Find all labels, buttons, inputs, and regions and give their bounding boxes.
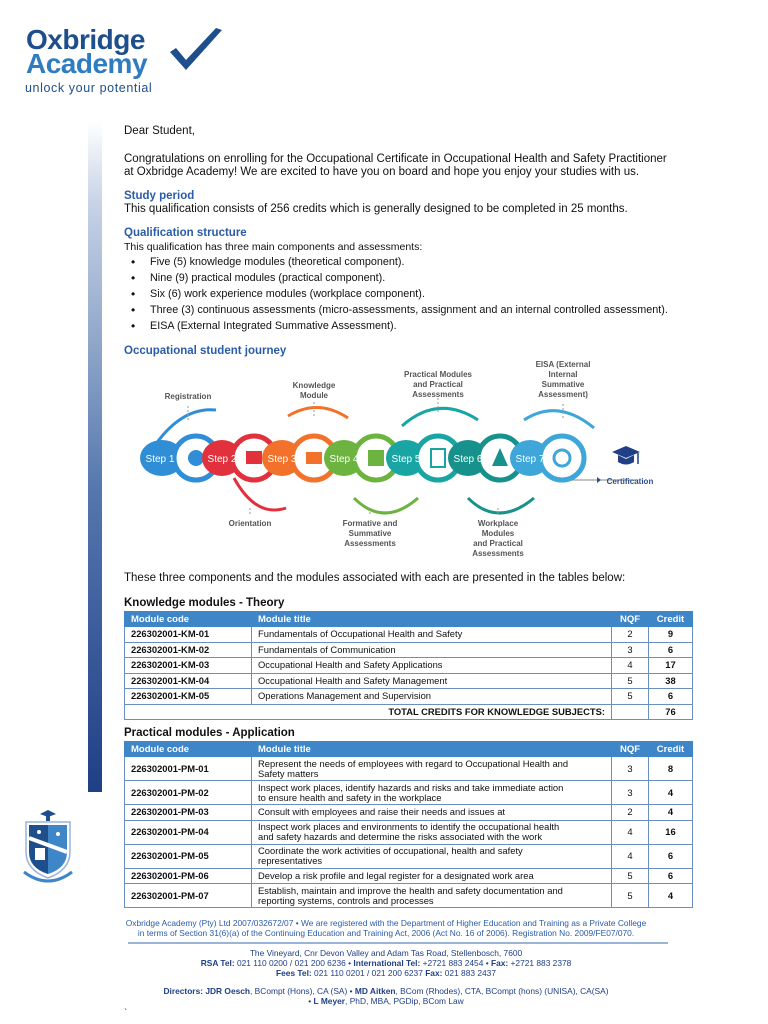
module-title-line: Inspect work places and environments to identify the occupational health <box>258 821 560 832</box>
label-workplace-line1: Workplace <box>477 519 519 528</box>
module-credit: 6 <box>649 868 693 884</box>
module-code: 226302001-PM-01 <box>125 757 252 781</box>
module-title-line: Inspect work places, identify hazards and risks and take immediate action <box>258 781 564 793</box>
knowledge-table-title: Knowledge modules - Theory <box>124 597 285 609</box>
module-code: 226302001-PM-06 <box>125 868 252 884</box>
label-formative-line3: Assessments <box>344 539 396 548</box>
module-nqf: 4 <box>612 658 649 674</box>
module-code: 226302001-KM-05 <box>125 689 252 705</box>
module-nqf: 5 <box>612 673 649 689</box>
list-item: • Nine (9) practical modules (practical component). <box>130 270 724 286</box>
label-practical-line1: Practical Modules <box>403 370 473 379</box>
knowledge-modules-table <box>124 611 693 720</box>
greeting: Dear Student, <box>124 125 195 137</box>
study-period-heading: Study period <box>124 190 195 202</box>
director-name: JDR Oesch <box>205 986 251 996</box>
label-practical-line2: and Practical <box>413 380 463 389</box>
list-item: • Three (3) continuous assessments (micro-assessments, assignment and an internal controlled assessment). <box>130 302 724 318</box>
module-credit: 17 <box>649 658 693 674</box>
module-code: 226302001-PM-07 <box>125 884 252 908</box>
director-quals: , BCom (Rhodes), CTA, BCompt (hons) (UNISA), CA(SA) <box>395 986 609 996</box>
module-nqf: 2 <box>612 627 649 643</box>
list-item: • EISA (External Integrated Summative Assessment). <box>130 318 724 334</box>
module-title-line: Coordinate the work activities of occupational, health and safety <box>258 845 523 856</box>
module-credit: 4 <box>649 805 693 821</box>
logo-word-academy: Academy <box>26 48 148 79</box>
module-credit: 38 <box>649 673 693 689</box>
module-title <box>252 757 612 781</box>
module-code: 226302001-KM-02 <box>125 642 252 658</box>
total-row <box>125 704 693 720</box>
table-header-row <box>125 742 693 757</box>
module-code: 226302001-PM-05 <box>125 844 252 868</box>
international-tel-label: International Tel: <box>353 958 421 968</box>
table-row <box>125 627 693 643</box>
step-label: Step 7 <box>515 454 545 465</box>
label-workplace-line2: Modules <box>481 529 515 538</box>
intro-line-2: at Oxbridge Academy! We are excited to have you on board and hope you enjoy your studies with us. <box>124 166 640 178</box>
total-empty-cell <box>612 704 649 720</box>
module-title-line: to ensure health and safety in the workplace <box>258 791 442 803</box>
directors-line-2 <box>104 996 668 1007</box>
graduation-cap-icon <box>612 446 640 465</box>
module-title <box>252 884 612 908</box>
module-code: 226302001-PM-03 <box>125 805 252 821</box>
list-item: • Six (6) work experience modules (workplace component). <box>130 286 724 302</box>
intro-line-1: Congratulations on enrolling for the Occupational Certificate in Occupational Health and Safety Practitioner <box>124 153 667 165</box>
step-label: Step 3 <box>267 454 297 465</box>
table-header-row <box>125 612 693 627</box>
step-label: Step 1 <box>145 454 175 465</box>
decorative-side-bar <box>88 122 102 792</box>
registration-line-2: in terms of Section 31(6)(a) of the Continuing Education and Training Act, 2006 (Act No. 16 of 2006). Registration No. 2009/FE07/070. <box>137 928 635 938</box>
module-nqf: 5 <box>612 689 649 705</box>
module-title: Fundamentals of Communication <box>252 642 612 658</box>
module-title: Consult with employees and raise their needs and issues at <box>252 805 612 821</box>
academy-crest-icon <box>18 808 78 890</box>
international-tel-value: +2721 883 2454 <box>422 958 484 968</box>
label-formative-line2: Summative <box>348 529 392 538</box>
module-nqf: 4 <box>612 820 649 844</box>
header-module-title: Module title <box>252 612 612 627</box>
director-quals: , PhD, MBA, PGDip, BCom Law <box>345 996 464 1006</box>
module-credit: 6 <box>649 689 693 705</box>
director-name: L Meyer <box>313 996 346 1006</box>
step-label: Step 5 <box>391 454 421 465</box>
module-title: Occupational Health and Safety Management <box>252 673 612 689</box>
module-code: 226302001-PM-04 <box>125 820 252 844</box>
module-title <box>252 781 612 805</box>
fees-tel-label: Fees Tel: <box>276 968 312 978</box>
module-nqf: 3 <box>612 642 649 658</box>
module-title-line: Represent the needs of employees with regard to Occupational Health and <box>258 757 569 769</box>
qualification-heading: Qualification structure <box>124 227 247 239</box>
module-title: Occupational Health and Safety Applications <box>252 658 612 674</box>
module-credit: 6 <box>649 642 693 658</box>
label-eisa-line4: Assessment) <box>538 390 588 399</box>
separator-bullet: • <box>348 958 352 968</box>
footer-divider <box>128 942 668 944</box>
table-row <box>125 844 693 868</box>
directors-label: Directors: <box>163 986 204 996</box>
table-row <box>125 805 693 821</box>
separator-bullet: • <box>485 958 489 968</box>
fees-tel-value: 021 110 0201 / 021 200 6237 <box>314 968 423 978</box>
label-formative-line1: Formative and <box>342 519 398 528</box>
step-label: Step 4 <box>329 454 359 465</box>
rsa-tel-value: 021 110 0200 / 021 200 6236 <box>236 958 346 968</box>
directors-line-1 <box>104 986 668 997</box>
fees-line <box>104 968 668 979</box>
step-label: Step 2 <box>207 454 237 465</box>
table-row <box>125 642 693 658</box>
module-code: 226302001-KM-03 <box>125 658 252 674</box>
separator-bullet: • <box>308 996 312 1006</box>
label-eisa-line2: Internal <box>548 370 578 379</box>
module-nqf: 5 <box>612 884 649 908</box>
practical-modules-table <box>124 741 693 908</box>
director-quals: , BCompt (Hons), CA (SA) • <box>250 986 353 996</box>
student-journey-diagram <box>138 358 660 566</box>
label-knowledge-line1: Knowledge <box>292 381 336 390</box>
module-title-line: Establish, maintain and improve the health and safety documentation and <box>258 884 563 896</box>
table-row <box>125 781 693 805</box>
rsa-tel-label: RSA Tel: <box>200 958 235 968</box>
label-registration: Registration <box>164 392 212 401</box>
table-row <box>125 689 693 705</box>
header-module-title: Module title <box>252 742 612 757</box>
phone-line <box>104 958 668 969</box>
logo-word-oxbridge: Oxbridge <box>26 24 145 55</box>
module-nqf: 2 <box>612 805 649 821</box>
module-nqf: 3 <box>612 757 649 781</box>
module-nqf: 3 <box>612 781 649 805</box>
qualification-list <box>130 254 724 334</box>
label-workplace-line4: Assessments <box>472 549 524 558</box>
module-title-line: Safety matters <box>258 767 319 779</box>
header-credit: Credit <box>649 612 693 627</box>
journey-heading: Occupational student journey <box>124 345 287 357</box>
module-title <box>252 844 612 868</box>
step-label: Step 6 <box>453 454 483 465</box>
qualification-intro: This qualification has three main components and assessments: <box>124 241 423 253</box>
label-orientation: Orientation <box>228 519 272 528</box>
header-credit: Credit <box>649 742 693 757</box>
address-line: The Vineyard, Cnr Devon Valley and Adam Tas Road, Stellenbosch, 7600 <box>249 948 523 958</box>
list-item: • Five (5) knowledge modules (theoretical component). <box>130 254 724 270</box>
letter-body <box>124 125 724 358</box>
label-eisa-line3: Summative <box>541 380 585 389</box>
module-title: Develop a risk profile and legal register for a designated work area <box>252 868 612 884</box>
module-code: 226302001-KM-01 <box>125 627 252 643</box>
header-module-code: Module code <box>125 612 252 627</box>
logo-tagline: unlock your potential <box>25 81 153 95</box>
module-nqf: 4 <box>612 844 649 868</box>
table-row <box>125 757 693 781</box>
module-title-line: representatives <box>258 855 323 866</box>
module-title: Operations Management and Supervision <box>252 689 612 705</box>
module-credit: 9 <box>649 627 693 643</box>
label-knowledge-line2: Module <box>300 391 328 400</box>
fax-value: +2721 883 2378 <box>510 958 572 968</box>
label-practical-line3: Assessments <box>412 390 464 399</box>
total-credits-value: 76 <box>649 704 693 720</box>
module-title-line: and safety hazards and determine the risks associated with the work <box>258 831 543 842</box>
label-certification: Certification <box>606 477 654 486</box>
fees-fax-value: 021 883 2437 <box>444 968 496 978</box>
table-row <box>125 673 693 689</box>
director-name: MD Aitken <box>354 986 396 996</box>
header-module-code: Module code <box>125 742 252 757</box>
label-eisa-line1: EISA (External <box>535 360 591 369</box>
module-credit: 16 <box>649 820 693 844</box>
stray-mark: ` <box>124 1008 128 1019</box>
tables-intro: These three components and the modules associated with each are presented in the tables below: <box>124 572 626 584</box>
table-row <box>125 820 693 844</box>
module-title: Fundamentals of Occupational Health and Safety <box>252 627 612 643</box>
fees-fax-label: Fax: <box>425 968 443 978</box>
fax-label: Fax: <box>490 958 509 968</box>
module-nqf: 5 <box>612 868 649 884</box>
registration-line-1: Oxbridge Academy (Pty) Ltd 2007/032672/07 • We are registered with the Department of Higher Education and Training as a Private College <box>125 918 647 928</box>
module-credit: 6 <box>649 844 693 868</box>
table-row <box>125 658 693 674</box>
total-credits-label: TOTAL CREDITS FOR KNOWLEDGE SUBJECTS: <box>125 704 612 720</box>
module-credit: 8 <box>649 757 693 781</box>
study-period-text: This qualification consists of 256 credits which is generally designed to be completed in 25 months. <box>124 203 628 215</box>
module-credit: 4 <box>649 884 693 908</box>
checkmark-icon <box>164 26 226 74</box>
module-credit: 4 <box>649 781 693 805</box>
table-row <box>125 868 693 884</box>
module-code: 226302001-KM-04 <box>125 673 252 689</box>
module-code: 226302001-PM-02 <box>125 781 252 805</box>
header-nqf: NQF <box>612 742 649 757</box>
table-row <box>125 884 693 908</box>
module-title <box>252 820 612 844</box>
module-title-line: reporting systems, controls and processes <box>258 894 434 906</box>
label-workplace-line3: and Practical <box>473 539 523 548</box>
header-nqf: NQF <box>612 612 649 627</box>
practical-table-title: Practical modules - Application <box>124 727 295 739</box>
journey-step-7 <box>510 436 584 480</box>
